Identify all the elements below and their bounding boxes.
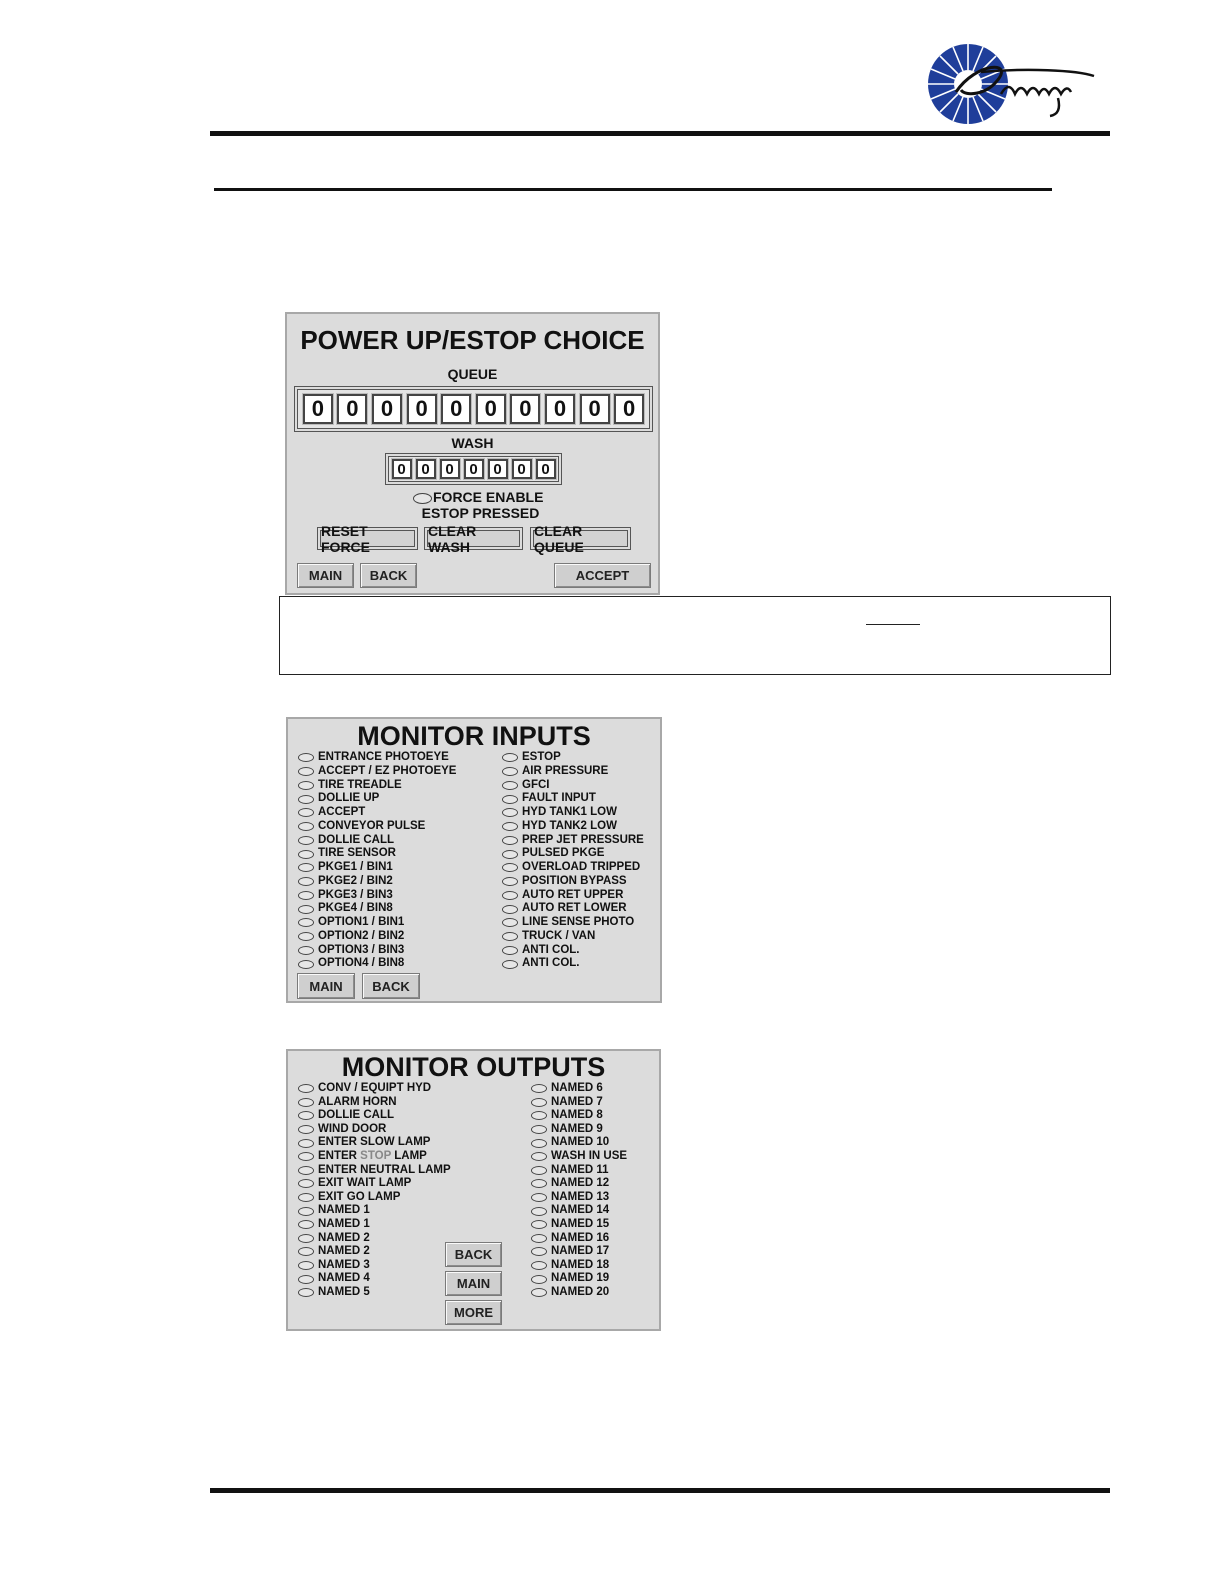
io-label: OPTION1 / BIN1 xyxy=(318,916,405,928)
io-label: NAMED 1 xyxy=(318,1204,370,1217)
io-label: CONVEYOR PULSE xyxy=(318,819,426,832)
counter-digit: 0 xyxy=(392,459,412,479)
io-item xyxy=(502,861,644,875)
counter-digit: 0 xyxy=(614,394,644,424)
status-led-icon xyxy=(502,781,518,790)
io-label: NAMED 15 xyxy=(551,1217,610,1230)
io-item xyxy=(502,834,644,848)
io-item xyxy=(531,1204,627,1218)
queue-counter xyxy=(294,386,653,432)
io-label: NAMED 9 xyxy=(551,1122,603,1135)
io-item xyxy=(531,1123,627,1137)
io-item xyxy=(298,889,456,903)
counter-digit: 0 xyxy=(337,394,367,424)
io-item xyxy=(298,1096,451,1110)
io-item xyxy=(298,834,456,848)
io-label: LINE SENSE PHOTO xyxy=(522,916,635,928)
status-led-icon xyxy=(502,932,518,941)
accept-button[interactable]: ACCEPT xyxy=(554,563,651,588)
status-led-icon xyxy=(298,1247,314,1256)
status-led-icon xyxy=(502,918,518,927)
io-label: DOLLIE CALL xyxy=(318,833,395,846)
io-label: PKGE3 / BIN3 xyxy=(318,888,393,901)
io-item xyxy=(502,751,644,765)
clear-queue-label: CLEAR QUEUE xyxy=(533,530,628,547)
panel-title: MONITOR INPUTS xyxy=(357,721,591,751)
clear-wash-button[interactable] xyxy=(424,522,523,555)
wash-label: WASH xyxy=(451,435,494,451)
status-led-icon xyxy=(298,1193,314,1202)
io-item xyxy=(298,957,456,971)
io-label: NAMED 5 xyxy=(318,1285,370,1298)
counter-digit: 0 xyxy=(372,394,402,424)
clear-queue-button[interactable] xyxy=(530,522,631,555)
status-led-icon xyxy=(531,1125,547,1134)
io-label: NAMED 16 xyxy=(551,1231,610,1244)
status-led-icon xyxy=(298,1207,314,1216)
status-led-icon xyxy=(298,891,314,900)
status-led-icon xyxy=(531,1220,547,1229)
io-label: EXIT GO LAMP xyxy=(318,1190,401,1203)
io-label: ACCEPT / EZ PHOTOEYE xyxy=(318,764,457,777)
status-led-icon xyxy=(502,822,518,831)
status-led-icon xyxy=(298,863,314,872)
panel-title: POWER UP/ESTOP CHOICE xyxy=(300,325,645,355)
status-led-icon xyxy=(298,905,314,914)
status-led-icon xyxy=(502,891,518,900)
counter-digit: 0 xyxy=(536,459,556,479)
io-item xyxy=(298,875,456,889)
counter-digit: 0 xyxy=(545,394,575,424)
io-label: DOLLIE UP xyxy=(318,792,380,805)
io-item xyxy=(531,1177,627,1191)
counter-digit: 0 xyxy=(488,459,508,479)
status-led-icon xyxy=(531,1193,547,1202)
status-led-icon xyxy=(298,1179,314,1188)
status-led-icon xyxy=(298,1166,314,1175)
status-led-icon xyxy=(502,850,518,859)
force-enable-indicator xyxy=(413,489,543,505)
io-item xyxy=(298,820,456,834)
io-label: DOLLIE CALL xyxy=(318,1109,395,1122)
status-led-icon xyxy=(298,1098,314,1107)
io-label: PKGE2 / BIN2 xyxy=(318,874,393,887)
io-item xyxy=(502,806,644,820)
counter-digit: 0 xyxy=(512,459,532,479)
io-item xyxy=(502,889,644,903)
status-led-icon xyxy=(298,836,314,845)
status-led-icon xyxy=(298,1152,314,1161)
status-led-icon xyxy=(502,905,518,914)
io-item xyxy=(502,792,644,806)
io-label: ANTI COL. xyxy=(522,943,580,956)
status-led-icon xyxy=(531,1139,547,1148)
io-label: NAMED 3 xyxy=(318,1258,370,1271)
header-rule xyxy=(210,131,1110,136)
io-label: ENTER SLOW LAMP xyxy=(318,1136,431,1149)
status-led-icon xyxy=(502,877,518,886)
counter-digit: 0 xyxy=(441,394,471,424)
reset-force-label: RESET FORCE xyxy=(320,530,415,547)
io-item xyxy=(298,806,456,820)
io-item xyxy=(298,1082,451,1096)
io-item xyxy=(298,1232,451,1246)
io-label: WASH IN USE xyxy=(551,1149,628,1162)
status-led-icon xyxy=(298,1288,314,1297)
io-label: ENTER NEUTRAL LAMP xyxy=(318,1163,451,1176)
status-led-icon xyxy=(531,1152,547,1161)
io-item xyxy=(298,1177,451,1191)
io-item xyxy=(531,1082,627,1096)
status-led-icon xyxy=(531,1288,547,1297)
io-label: NAMED 12 xyxy=(551,1177,610,1190)
status-led-icon xyxy=(298,808,314,817)
counter-digit: 0 xyxy=(464,459,484,479)
io-item xyxy=(298,1109,451,1123)
io-label: WIND DOOR xyxy=(318,1122,387,1135)
status-led-icon xyxy=(531,1166,547,1175)
io-label: TRUCK / VAN xyxy=(522,929,596,942)
io-item xyxy=(298,1286,451,1300)
status-led-icon xyxy=(298,1139,314,1148)
io-label: NAMED 2 xyxy=(318,1245,370,1258)
io-item xyxy=(298,751,456,765)
io-item xyxy=(298,1150,451,1164)
io-label: HYD TANK1 LOW xyxy=(522,806,617,818)
io-label: NAMED 10 xyxy=(551,1136,610,1149)
io-item xyxy=(298,1164,451,1178)
status-led-icon xyxy=(298,877,314,886)
status-led-icon xyxy=(502,836,518,845)
status-led-icon xyxy=(298,1111,314,1120)
main-button[interactable]: MAIN xyxy=(445,1271,502,1296)
status-led-icon xyxy=(502,863,518,872)
status-led-icon xyxy=(531,1261,547,1270)
note-underline xyxy=(866,624,920,625)
io-label: OPTION4 / BIN8 xyxy=(318,957,405,970)
status-led-icon xyxy=(298,932,314,941)
io-item xyxy=(531,1218,627,1232)
status-led-icon xyxy=(531,1247,547,1256)
io-item xyxy=(298,792,456,806)
footer-rule xyxy=(210,1488,1110,1493)
io-item xyxy=(531,1286,627,1300)
status-led-icon xyxy=(298,822,314,831)
io-label: TIRE SENSOR xyxy=(318,847,396,860)
io-item xyxy=(531,1096,627,1110)
io-item xyxy=(502,944,644,958)
io-item xyxy=(502,765,644,779)
status-led-icon xyxy=(298,918,314,927)
io-label: PULSED PKGE xyxy=(522,847,605,860)
io-label: FAULT INPUT xyxy=(522,792,596,805)
note-box xyxy=(279,596,1111,675)
status-led-icon xyxy=(531,1275,547,1284)
back-button[interactable]: BACK xyxy=(445,1242,502,1267)
io-label: NAMED 4 xyxy=(318,1272,370,1285)
inputs-left-list xyxy=(298,751,456,971)
status-led-icon xyxy=(298,1084,314,1093)
io-label: AIR PRESSURE xyxy=(522,764,609,777)
status-led-icon xyxy=(298,946,314,955)
status-led-icon xyxy=(502,808,518,817)
main-button[interactable]: MAIN xyxy=(297,563,354,588)
reset-force-button[interactable] xyxy=(317,522,418,555)
counter-digit: 0 xyxy=(303,394,333,424)
io-label: ANTI COL. xyxy=(522,957,580,970)
io-label: OPTION3 / BIN3 xyxy=(318,943,405,956)
io-item xyxy=(502,902,644,916)
io-label: PKGE4 / BIN8 xyxy=(318,902,393,915)
io-item xyxy=(298,916,456,930)
io-item xyxy=(531,1259,627,1273)
io-label: ALARM HORN xyxy=(318,1095,397,1108)
io-item xyxy=(298,1259,451,1273)
io-item xyxy=(531,1136,627,1150)
io-label: NAMED 14 xyxy=(551,1204,610,1217)
io-item xyxy=(531,1272,627,1286)
io-item xyxy=(502,930,644,944)
io-item xyxy=(298,1136,451,1150)
io-label: HYD TANK2 LOW xyxy=(522,819,617,832)
io-item xyxy=(298,902,456,916)
counter-digit: 0 xyxy=(440,459,460,479)
io-label: GFCI xyxy=(522,778,550,791)
io-label: NAMED 19 xyxy=(551,1272,610,1285)
io-item xyxy=(531,1245,627,1259)
io-item xyxy=(502,779,644,793)
monitor-inputs-panel xyxy=(286,717,662,1003)
io-label: PKGE1 / BIN1 xyxy=(318,861,393,873)
io-label: NAMED 2 xyxy=(318,1231,370,1244)
status-led-icon xyxy=(298,1220,314,1229)
io-item xyxy=(502,847,644,861)
back-button[interactable]: BACK xyxy=(362,973,420,999)
io-item xyxy=(298,1123,451,1137)
io-item xyxy=(502,875,644,889)
status-led-icon xyxy=(531,1084,547,1093)
status-led-icon xyxy=(502,753,518,762)
queue-label: QUEUE xyxy=(447,366,498,382)
more-button[interactable]: MORE xyxy=(445,1300,502,1325)
io-label: NAMED 18 xyxy=(551,1258,610,1271)
status-led-icon xyxy=(531,1207,547,1216)
io-item xyxy=(298,1218,451,1232)
io-label: NAMED 17 xyxy=(551,1245,610,1258)
status-led-icon xyxy=(298,850,314,859)
status-led-icon xyxy=(298,1125,314,1134)
status-led-icon xyxy=(298,960,314,969)
io-item xyxy=(298,1191,451,1205)
io-item xyxy=(531,1232,627,1246)
io-item xyxy=(531,1191,627,1205)
status-led-icon xyxy=(298,767,314,776)
io-label: ESTOP xyxy=(522,751,561,763)
estop-pressed-label: ESTOP PRESSED xyxy=(421,505,540,521)
io-label: ENTRANCE PHOTOEYE xyxy=(318,751,449,763)
status-led-icon xyxy=(531,1179,547,1188)
io-item xyxy=(502,916,644,930)
io-item xyxy=(298,1204,451,1218)
outputs-left-list xyxy=(298,1082,451,1300)
io-label: TIRE TREADLE xyxy=(318,778,402,791)
io-item xyxy=(531,1150,627,1164)
io-label: NAMED 6 xyxy=(551,1082,603,1094)
io-label: CONV / EQUIPT HYD xyxy=(318,1082,432,1094)
section-rule xyxy=(214,188,1052,191)
monitor-outputs-panel xyxy=(286,1049,661,1331)
io-label: ENTER STOP LAMP xyxy=(318,1149,427,1162)
back-button[interactable]: BACK xyxy=(360,563,417,588)
clear-wash-label: CLEAR WASH xyxy=(427,530,520,547)
io-item xyxy=(531,1164,627,1178)
io-item xyxy=(298,930,456,944)
status-led-icon xyxy=(298,753,314,762)
wash-counter xyxy=(385,453,562,485)
io-label: NAMED 13 xyxy=(551,1190,610,1203)
counter-digit: 0 xyxy=(510,394,540,424)
status-led-icon xyxy=(531,1234,547,1243)
io-label: NAMED 8 xyxy=(551,1109,603,1122)
io-label: NAMED 1 xyxy=(318,1217,370,1230)
io-label: EXIT WAIT LAMP xyxy=(318,1177,412,1190)
status-led-icon xyxy=(502,767,518,776)
outputs-right-list xyxy=(531,1082,627,1300)
status-led-icon xyxy=(502,795,518,804)
force-enable-label: FORCE ENABLE xyxy=(433,489,544,505)
io-label: NAMED 11 xyxy=(551,1163,609,1176)
status-led-icon xyxy=(531,1098,547,1107)
io-item xyxy=(298,861,456,875)
status-led-icon xyxy=(502,946,518,955)
power-up-estop-panel xyxy=(285,312,660,595)
io-item xyxy=(298,1245,451,1259)
counter-digit: 0 xyxy=(580,394,610,424)
io-item xyxy=(531,1109,627,1123)
io-label: ACCEPT xyxy=(318,806,366,818)
main-button[interactable]: MAIN xyxy=(297,973,355,999)
io-item xyxy=(298,779,456,793)
io-label: POSITION BYPASS xyxy=(522,874,627,887)
io-item xyxy=(502,957,644,971)
io-item xyxy=(502,820,644,834)
io-item xyxy=(298,765,456,779)
belanger-logo xyxy=(926,42,1106,126)
io-item xyxy=(298,944,456,958)
status-led-icon xyxy=(298,1275,314,1284)
io-label: NAMED 7 xyxy=(551,1095,603,1108)
status-led-icon xyxy=(298,781,314,790)
counter-digit: 0 xyxy=(476,394,506,424)
force-enable-led xyxy=(413,493,432,504)
inputs-right-list xyxy=(502,751,644,971)
counter-digit: 0 xyxy=(407,394,437,424)
status-led-icon xyxy=(298,1234,314,1243)
io-label: NAMED 20 xyxy=(551,1285,610,1298)
io-item xyxy=(298,1272,451,1286)
io-label: PREP JET PRESSURE xyxy=(522,833,644,846)
io-label: OVERLOAD TRIPPED xyxy=(522,861,641,873)
io-label: AUTO RET UPPER xyxy=(522,888,624,901)
status-led-icon xyxy=(502,960,518,969)
status-led-icon xyxy=(531,1111,547,1120)
io-label: OPTION2 / BIN2 xyxy=(318,929,405,942)
panel-title: MONITOR OUTPUTS xyxy=(341,1052,606,1082)
io-item xyxy=(298,847,456,861)
status-led-icon xyxy=(298,795,314,804)
counter-digit: 0 xyxy=(416,459,436,479)
io-label: AUTO RET LOWER xyxy=(522,902,627,915)
status-led-icon xyxy=(298,1261,314,1270)
